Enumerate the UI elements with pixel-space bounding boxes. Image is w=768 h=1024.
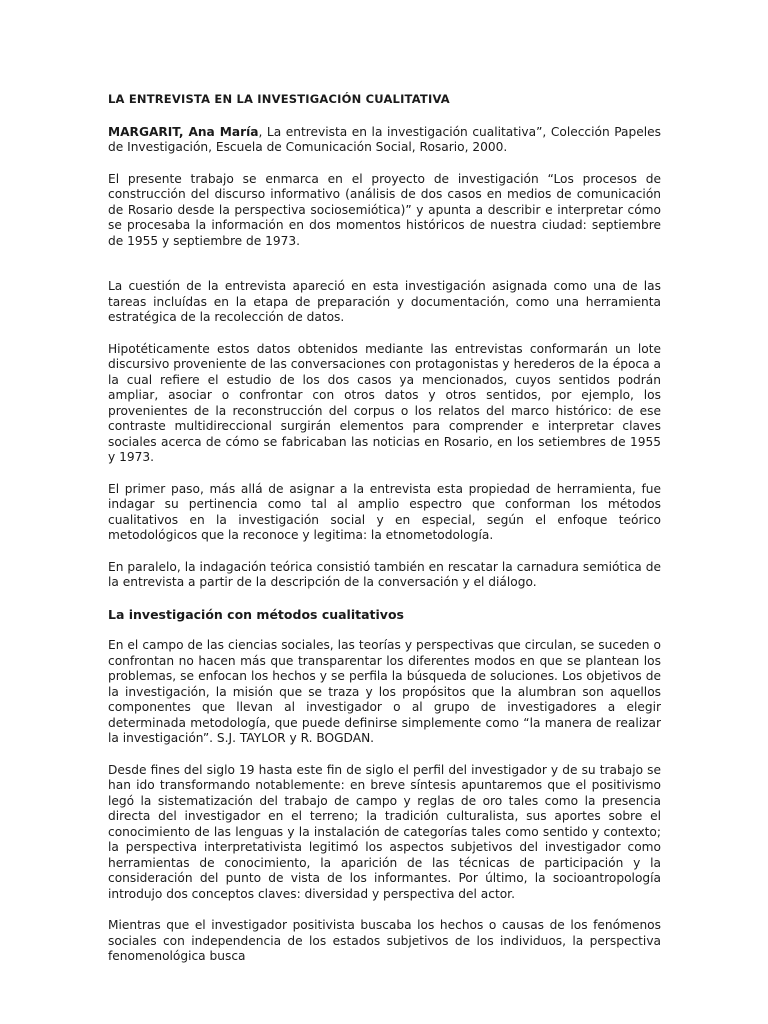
citation-details: , La entrevista en la investigación cualitativa”, Colección Papeles de Investigación, Escuela de Comunicación Social, Rosario, 2000. xyxy=(108,124,661,154)
document-page xyxy=(108,92,661,981)
paragraph-intro-3: Hipotéticamente estos datos obtenidos mediante las entrevistas conformarán un lote discursivo proveniente de las conversaciones con protagonistas y herederos de la época a la cual refiere el estudio de los dos casos ya mencionados, cuyos sentidos podrán ampliar, asociar o confrontar con otros datos y otros sentidos, por ejemplo, los provenientes de la reconstrucción del corpus o los relatos del marco histórico: de ese contraste multidireccional surgirán elementos para comprender e interpretar claves sociales acerca de cómo se fabricaban las noticias en Rosario, en los setiembres de 1955 y 1973. xyxy=(108,341,661,464)
paragraph-section-3: Mientras que el investigador positivista buscaba los hechos o causas de los fenómenos sociales con independencia de los estados subjetivos de los individuos, la perspectiva fenomenológica busca xyxy=(108,918,661,963)
paragraph-section-2: Desde fines del siglo 19 hasta este fin de siglo el perfil del investigador y de su trabajo se han ido transformando notablemente: en breve síntesis apuntaremos que el positivismo legó la sistematización del trabajo de campo y reglas de oro tales como la presencia directa del investigador en el terreno; la tradición culturalista, sus aportes sobre el conocimiento de las lenguas y la instalación de categorías tales como sentido y contexto; la perspectiva interpretativista legitimó los aspectos subjetivos del investigador como herramientas de conocimiento, la aparición de las técnicas de participación y la consideración del punto de vista de los informantes. Por último, la socioantropología introdujo dos conceptos claves: diversidad y perspectiva del actor. xyxy=(108,762,661,901)
paragraph-section-1: En el campo de las ciencias sociales, las teorías y perspectivas que circulan, se suceden o confrontan no hacen más que transparentar los diferentes modos en que se plantean los problemas, se enfocan los hechos y se perfila la búsqueda de soluciones. Los objetivos de la investigación, la misión que se traza y los propósitos que la alumbran son aquellos componentes que llevan al investigador o al grupo de investigadores a elegir determinada metodología, que puede definirse simplemente como “la manera de realizar la investigación”. S.J. TAYLOR y R. BOGDAN. xyxy=(108,638,661,745)
section-heading: La investigación con métodos cualitativos xyxy=(108,606,404,622)
paragraph-intro-2: La cuestión de la entrevista apareció en esta investigación asignada como una de las tareas incluídas en la etapa de preparación y documentación, como una herramienta estratégica de la recolección de datos. xyxy=(108,279,661,324)
paragraph-intro-5: En paralelo, la indagación teórica consistió también en rescatar la carnadura semiótica de la entrevista a partir de la descripción de la conversación y el diálogo. xyxy=(108,559,661,589)
citation-author: MARGARIT, Ana María xyxy=(108,124,259,139)
paragraph-intro-4: El primer paso, más allá de asignar a la entrevista esta propiedad de herramienta, fue indagar su pertinencia como tal al amplio espectro que conforman los métodos cualitativos en la investigación social y en especial, según el enfoque teórico metodológicos que la reconoce y legitima: la etnometodología. xyxy=(108,481,661,542)
citation-paragraph xyxy=(108,125,661,156)
paragraph-intro-1: El presente trabajo se enmarca en el proyecto de investigación “Los procesos de construcción del discurso informativo (análisis de dos casos en medios de comunicación de Rosario desde la perspectiva sociosemiótica)” y apunta a describir e interpretar cómo se procesaba la información en dos momentos históricos de nuestra ciudad: septiembre de 1955 y septiembre de 1973. xyxy=(108,171,661,248)
document-title: LA ENTREVISTA EN LA INVESTIGACIÓN CUALITATIVA xyxy=(108,92,450,106)
